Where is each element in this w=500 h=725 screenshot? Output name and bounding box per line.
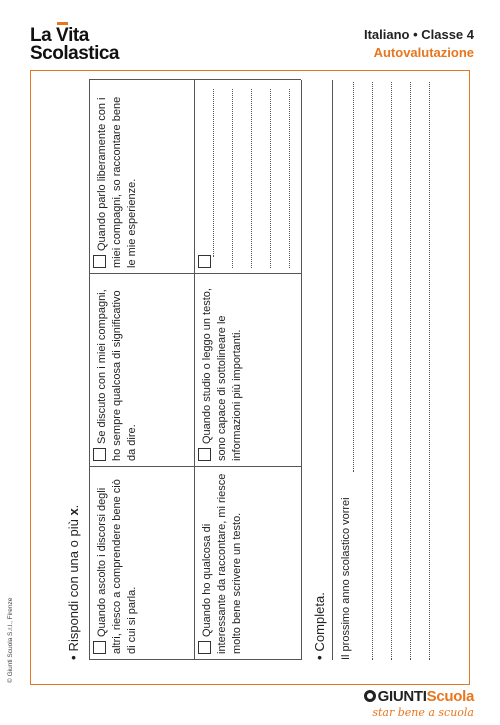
- brand-text: Scolastica: [30, 43, 119, 64]
- item-text: Quando ascolto i discorsi degli altri, riesco a comprendere bene ciò di cui si parla.: [96, 479, 138, 654]
- write-line[interactable]: [289, 89, 290, 268]
- publisher-footer: [364, 688, 474, 719]
- completion-prompt: Il prossimo anno scolastico vorrei: [340, 497, 352, 660]
- write-line[interactable]: [251, 89, 252, 268]
- logo-text: Scuola: [426, 688, 474, 705]
- copyright-note: © Giunti Scuola S.r.l., Firenze: [7, 597, 14, 683]
- answer-grid: [89, 80, 304, 660]
- instruction-mark: x: [66, 508, 81, 516]
- grid-cell: [194, 467, 301, 660]
- checkbox[interactable]: [93, 255, 106, 268]
- grid-cell: [89, 80, 194, 274]
- subject-label: Italiano • Classe 4: [363, 27, 474, 42]
- write-line[interactable]: [410, 82, 411, 660]
- item-text: Quando ho qualcosa di interessante da raccontare, mi riesce molto bene scrivere un testo.: [201, 473, 243, 654]
- instruction-text: Completa.: [312, 592, 327, 652]
- checkbox[interactable]: [93, 448, 106, 461]
- publisher-tagline: star bene a scuola: [372, 706, 474, 719]
- grid-cell: [89, 467, 194, 660]
- item-text: Quando studio o leggo un testo, sono capace di sottolineare le informazioni più importanti.: [201, 288, 243, 461]
- item-text: Se discuto con i miei compagni, ho sempre qualcosa di significativo da dire.: [96, 289, 138, 461]
- write-line[interactable]: [353, 82, 354, 472]
- write-line[interactable]: [391, 82, 392, 660]
- publisher-logo: [364, 688, 474, 705]
- exercise1-instruction: •Rispondi con una o più x.: [66, 504, 81, 660]
- write-line[interactable]: [270, 89, 271, 268]
- grid-cell: [194, 274, 301, 467]
- checkbox[interactable]: [198, 448, 211, 461]
- section-label: Autovalutazione: [373, 45, 474, 60]
- brand-text: La: [30, 25, 56, 46]
- write-line[interactable]: [429, 82, 430, 660]
- checkbox[interactable]: [198, 255, 211, 268]
- grid-cell-blank: [194, 80, 301, 274]
- brand-text: ita: [68, 25, 89, 46]
- brand-text: V: [55, 25, 69, 46]
- instruction-text: Rispondi con una o più: [66, 519, 81, 652]
- exercise2-instruction: •Completa.: [312, 592, 327, 660]
- worksheet-content: [60, 80, 460, 660]
- checkbox[interactable]: [93, 641, 106, 654]
- item-text: Quando parlo liberamente con i miei compagni, so raccontare bene le mie esperienze.: [96, 96, 138, 268]
- write-line[interactable]: [372, 82, 373, 660]
- logo-text: GIUNTI: [377, 688, 427, 705]
- giunti-logo-icon: [364, 690, 376, 702]
- grid-cell: [89, 274, 194, 467]
- write-line[interactable]: [213, 89, 214, 257]
- brand-logo: [30, 27, 119, 63]
- page-header: [364, 27, 474, 60]
- checkbox[interactable]: [198, 641, 211, 654]
- write-line[interactable]: [232, 89, 233, 268]
